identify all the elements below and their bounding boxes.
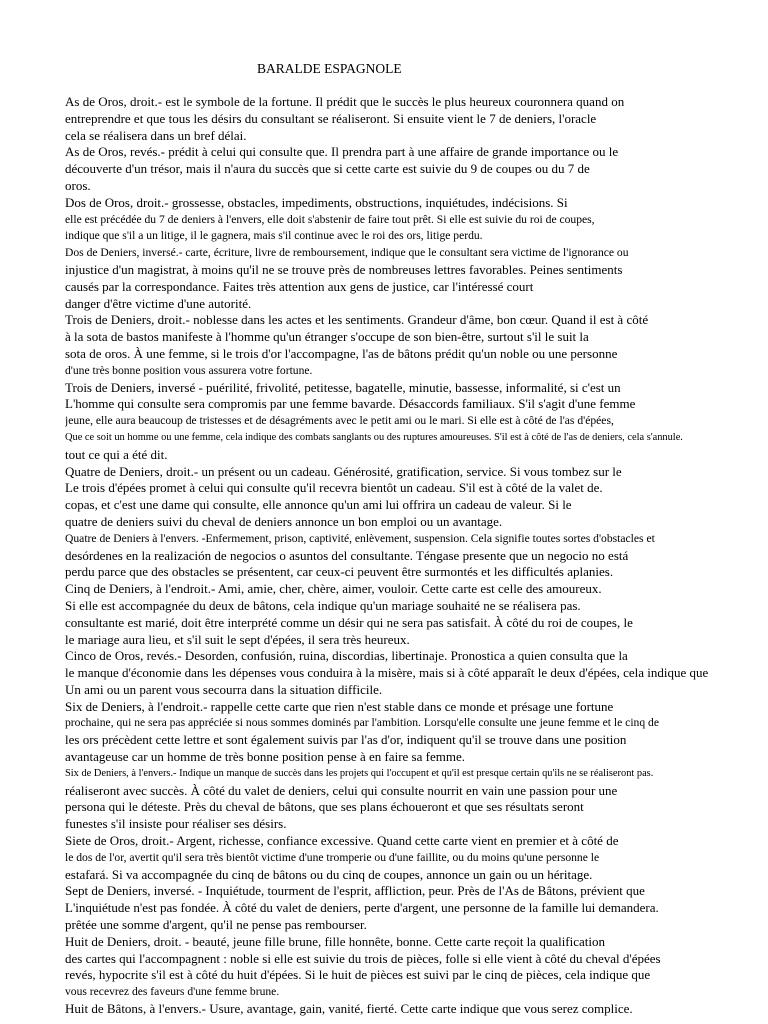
text-line: indique que s'il a un litige, il le gagnera, mais s'il continue avec le roi des ors, litige perdu. <box>65 229 483 243</box>
text-line: le mariage aura lieu, et s'il suit le sept d'épées, il sera très heureux. <box>65 631 410 647</box>
text-line: Huit de Deniers, droit. - beauté, jeune fille brune, fille honnête, bonne. Cette carte reçoit la qualification <box>65 933 606 949</box>
text-line: L'homme qui consulte sera compromis par une femme bavarde. Désaccords familiaux. S'il s'agit d'une femme <box>65 396 636 412</box>
text-line: les ors précèdent cette lettre et sont également suivis par l'as d'or, indiquent qu'il se trouve dans une position <box>65 732 627 748</box>
text-line: Dos de Oros, droit.- grossesse, obstacles, impediments, obstructions, inquiétudes, indécisions. Si <box>65 194 568 210</box>
text-line: à la sota de bastos manifeste à l'homme qu'un étranger s'occupe de son bien-être, surtout s'il le suit la <box>65 329 589 345</box>
text-line: le manque d'économie dans les dépenses vous conduira à la misère, mais si à côté apparaît le deux d'épées, cela indique que <box>65 665 709 681</box>
text-line: Quatre de Deniers à l'envers. -Enfermement, prison, captivité, enlèvement, suspension. Cela signifie toutes sortes d'obstacles et <box>65 531 655 545</box>
text-line: Cinq de Deniers, à l'endroit.- Ami, amie, cher, chère, aimer, vouloir. Cette carte est celle des amoureux. <box>65 581 602 597</box>
text-line: sota de oros. À une femme, si le trois d'or l'accompagne, l'as de bâtons prédit qu'un noble ou une personne <box>65 345 618 361</box>
text-line: prochaine, qui ne sera pas appréciée si nous sommes dominés par l'ambition. Lorsqu'elle consulte une jeune femme et le cinq de <box>65 716 659 730</box>
text-line: Six de Deniers, à l'endroit.- rappelle cette carte que rien n'est stable dans ce monde et présage une fortune <box>65 698 614 714</box>
text-line: Huit de Bâtons, à l'envers.- Usure, avantage, gain, vanité, fierté. Cette carte indique que vous serez complice. <box>65 1001 633 1017</box>
text-line: elle est précédée du 7 de deniers à l'envers, elle doit s'abstenir de faire tout prêt. Si elle est suivie du roi de coupes, <box>65 212 595 226</box>
text-line: Quatre de Deniers, droit.- un présent ou un cadeau. Générosité, gratification, service. Si vous tombez sur le <box>65 463 622 479</box>
text-line: jeune, elle aura beaucoup de tristesses et de désagréments avec le petit ami ou le mari. Si elle est à côté de l'as d'épées, <box>65 414 614 428</box>
text-line: funestes s'il insiste pour réaliser ses désirs. <box>65 816 287 832</box>
text-line: oros. <box>65 177 91 193</box>
text-line: d'une très bonne position vous assurera votre fortune. <box>65 363 313 377</box>
text-line: Un ami ou un parent vous secourra dans la situation difficile. <box>65 681 383 697</box>
text-line: Si elle est accompagnée du deux de bâtons, cela indique qu'un mariage souhaité ne se réalisera pas. <box>65 597 581 613</box>
text-line: estafará. Si va accompagnée du cinq de bâtons ou du cinq de coupes, annonce un gain ou un héritage. <box>65 866 593 882</box>
text-line: copas, et c'est une dame qui consulte, elle annonce qu'un ami lui offrira un cadeau de valeur. Si le <box>65 497 572 513</box>
text-line: des cartes qui l'accompagnent : noble si elle est suivie du trois de pièces, folle si elle vient à côté du cheval d'épées <box>65 950 661 966</box>
text-line: avantageuse car un homme de très bonne position pense à en faire sa femme. <box>65 749 465 765</box>
text-line: Trois de Deniers, inversé - puérilité, frivolité, petitesse, bagatelle, minutie, bassesse, informalité, si c'est un <box>65 379 621 395</box>
document-body <box>65 94 768 1018</box>
text-line: découverte d'un trésor, mais il n'aura du succès que si cette carte est suivie du 9 de coupes ou du 7 de <box>65 161 590 177</box>
text-line: danger d'être victime d'une autorité. <box>65 295 252 311</box>
text-line: Six de Deniers, à l'envers.- Indique un manque de succès dans les projets qui l'occupent et qu'il est presque certain qu'ils ne se réaliseront pas. <box>65 767 654 779</box>
text-line: vous recevrez des faveurs d'une femme brune. <box>65 985 280 999</box>
text-line: injustice d'un magistrat, à moins qu'il ne se trouve près de nombreuses lettres favorables. Peines sentiments <box>65 261 623 277</box>
text-line: As de Oros, revés.- prédit à celui qui consulte que. Il prendra part à une affaire de grande importance ou le <box>65 144 619 160</box>
text-line: Trois de Deniers, droit.- noblesse dans les actes et les sentiments. Grandeur d'âme, bon cœur. Quand il est à côté <box>65 312 649 328</box>
text-line: revés, hypocrite s'il est à côté du huit d'épées. Si le huit de pièces est suivi par le cinq de pièces, cela indique que <box>65 967 651 983</box>
document-title: BARALDE ESPAGNOLE <box>257 61 402 76</box>
text-line: persona qui le déteste. Près du cheval de bâtons, que ses plans échoueront et que ses résultats seront <box>65 799 584 815</box>
text-line: L'inquiétude n'est pas fondée. À côté du valet de deniers, perte d'argent, une personne de la famille lui demandera. <box>65 900 659 916</box>
text-line: Sept de Deniers, inversé. - Inquiétude, tourment de l'esprit, affliction, peur. Près de l'As de Bâtons, prévient que <box>65 883 645 899</box>
text-line: consultante est marié, doit être interprété comme un désir qui ne sera pas satisfait. À côté du roi de coupes, le <box>65 614 633 630</box>
text-line: causés par la correspondance. Faites très attention aux gens de justice, car l'intéressé court <box>65 278 534 294</box>
text-line: As de Oros, droit.- est le symbole de la fortune. Il prédit que le succès le plus heureux couronnera quand on <box>65 94 625 109</box>
text-line: perdu parce que des obstacles se présentent, car ceux-ci peuvent être surmontés et les difficultés aplanies. <box>65 564 614 580</box>
text-line: tout ce qui a été dit. <box>65 446 168 462</box>
text-line: prêtée une somme d'argent, qu'il ne pense pas rembourser. <box>65 917 367 933</box>
text-line: Cinco de Oros, revés.- Desorden, confusión, ruina, discordias, libertinaje. Pronostica a quien consulta que la <box>65 648 628 664</box>
text-line: desórdenes en la realización de negocios o asuntos del consultante. Téngase presente que un negocio no está <box>65 547 629 563</box>
text-line: Que ce soit un homme ou une femme, cela indique des combats sanglants ou des ruptures amoureuses. S'il est à côté de l'as de deniers, cela s'annule. <box>65 431 683 443</box>
text-line: entreprendre et que tous les désirs du consultant se réaliseront. Si ensuite vient le 7 de deniers, l'oracle <box>65 110 597 126</box>
text-line: cela se réalisera dans un bref délai. <box>65 127 247 143</box>
text-line: quatre de deniers suivi du cheval de deniers annonce un bon emploi ou un avantage. <box>65 513 503 529</box>
text-line: réaliseront avec succès. À côté du valet de deniers, celui qui consulte nourrit en vain une passion pour une <box>65 782 618 798</box>
text-line: le dos de l'or, avertit qu'il sera très bientôt victime d'une tromperie ou d'une faillite, ou du moins qu'une personne le <box>65 850 600 864</box>
text-line: Siete de Oros, droit.- Argent, richesse, confiance excessive. Quand cette carte vient en premier et à côté de <box>65 833 619 849</box>
text-line: Dos de Deniers, inversé.- carte, écriture, livre de remboursement, indique que le consultant sera victime de l'ignorance ou <box>65 246 629 260</box>
text-line: Le trois d'épées promet à celui qui consulte qu'il recevra bientôt un cadeau. S'il est à côté de la valet de. <box>65 480 603 496</box>
